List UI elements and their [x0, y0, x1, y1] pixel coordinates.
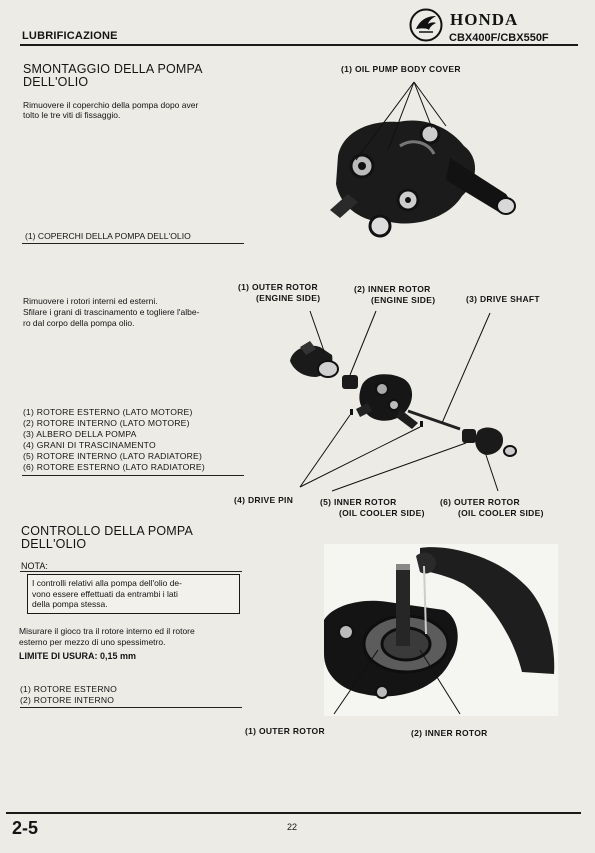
list-item: (2) ROTORE INTERNO — [20, 695, 115, 705]
fig1-label: (1) OIL PUMP BODY COVER — [341, 64, 461, 74]
brand-name: HONDA — [450, 10, 519, 29]
exploded-pump-photo — [280, 305, 530, 495]
nota-box-line3: della pompa stessa. — [32, 599, 108, 609]
fig2-label-6a: (6) OUTER ROTOR — [440, 497, 520, 507]
list-item: (3) ALBERO DELLA POMPA — [23, 429, 137, 439]
s2-text-line3: ro dal corpo della pompa olio. — [23, 318, 135, 328]
fig2-label-2a: (2) INNER ROTOR — [354, 284, 431, 294]
fig2-label-1b: (ENGINE SIDE) — [256, 293, 321, 303]
oil-pump-cover-photo — [300, 76, 530, 246]
nota-box-line2: vono essere effettuati da entrambi i lati — [32, 588, 178, 599]
s1-caption-rule — [22, 243, 244, 244]
s3-title-line1: CONTROLLO DELLA POMPA — [21, 524, 194, 538]
page-reference: 22 — [287, 822, 298, 832]
fig3-label-2: (2) INNER ROTOR — [411, 728, 488, 738]
s2-list-rule — [22, 475, 244, 476]
fig2-label-2b: (ENGINE SIDE) — [371, 295, 436, 305]
nota-box-line1: I controlli relativi alla pompa dell'olio de- — [32, 578, 182, 588]
fig2-label-5a: (5) INNER ROTOR — [320, 497, 397, 507]
s1-title-line2: DELL'OLIO — [23, 75, 89, 89]
s3-title-line2: DELL'OLIO — [21, 537, 87, 551]
s1-caption: (1) COPERCHI DELLA POMPA DELL'OLIO — [25, 231, 191, 241]
s3-list-rule — [20, 707, 242, 708]
list-item: (2) ROTORE INTERNO (LATO MOTORE) — [23, 418, 190, 428]
s2-text-line2: Sfilare i grani di trascinamento e togliere l'albe- — [23, 307, 200, 317]
s2-parts-list — [23, 407, 205, 473]
nota-box — [27, 574, 240, 614]
page-number: 2-5 — [12, 818, 39, 838]
section-title: LUBRIFICAZIONE — [22, 30, 118, 42]
honda-wing-logo — [409, 8, 443, 42]
fig2-label-4: (4) DRIVE PIN — [234, 495, 294, 505]
s1-text-line1: Rimuovere il coperchio della pompa dopo aver — [23, 100, 199, 110]
fig2-label-6b: (OIL COOLER SIDE) — [458, 508, 544, 518]
s1-title-line1: SMONTAGGIO DELLA POMPA — [23, 62, 203, 76]
list-item: (1) ROTORE ESTERNO — [20, 684, 118, 694]
wear-limit: LIMITE DI USURA: 0,15 mm — [19, 651, 137, 661]
fig2-label-3: (3) DRIVE SHAFT — [466, 294, 540, 304]
nota-label: NOTA: — [21, 561, 48, 571]
feeler-gauge-photo — [324, 544, 558, 716]
header-rule — [20, 44, 578, 46]
fig2-label-5b: (OIL COOLER SIDE) — [339, 508, 425, 518]
s3-text-line2: esterno per mezzo di uno spessimetro. — [19, 637, 166, 647]
footer-rule — [6, 812, 581, 814]
fig3-label-1: (1) OUTER ROTOR — [245, 726, 325, 736]
s1-text-line2: tolto le tre viti di fissaggio. — [23, 110, 121, 120]
list-item: (6) ROTORE ESTERNO (LATO RADIATORE) — [23, 462, 205, 472]
s3-parts-list — [20, 684, 117, 706]
s3-text-line1: Misurare il gioco tra il rotore interno ed il rotore — [19, 626, 195, 636]
s2-text-line1: Rimuovere i rotori interni ed esterni. — [23, 296, 158, 306]
list-item: (4) GRANI DI TRASCINAMENTO — [23, 440, 156, 450]
nota-rule — [20, 571, 242, 572]
list-item: (1) ROTORE ESTERNO (LATO MOTORE) — [23, 407, 193, 417]
list-item: (5) ROTORE INTERNO (LATO RADIATORE) — [23, 451, 203, 461]
model-name: CBX400F/CBX550F — [449, 32, 549, 44]
fig2-label-1a: (1) OUTER ROTOR — [238, 282, 318, 292]
